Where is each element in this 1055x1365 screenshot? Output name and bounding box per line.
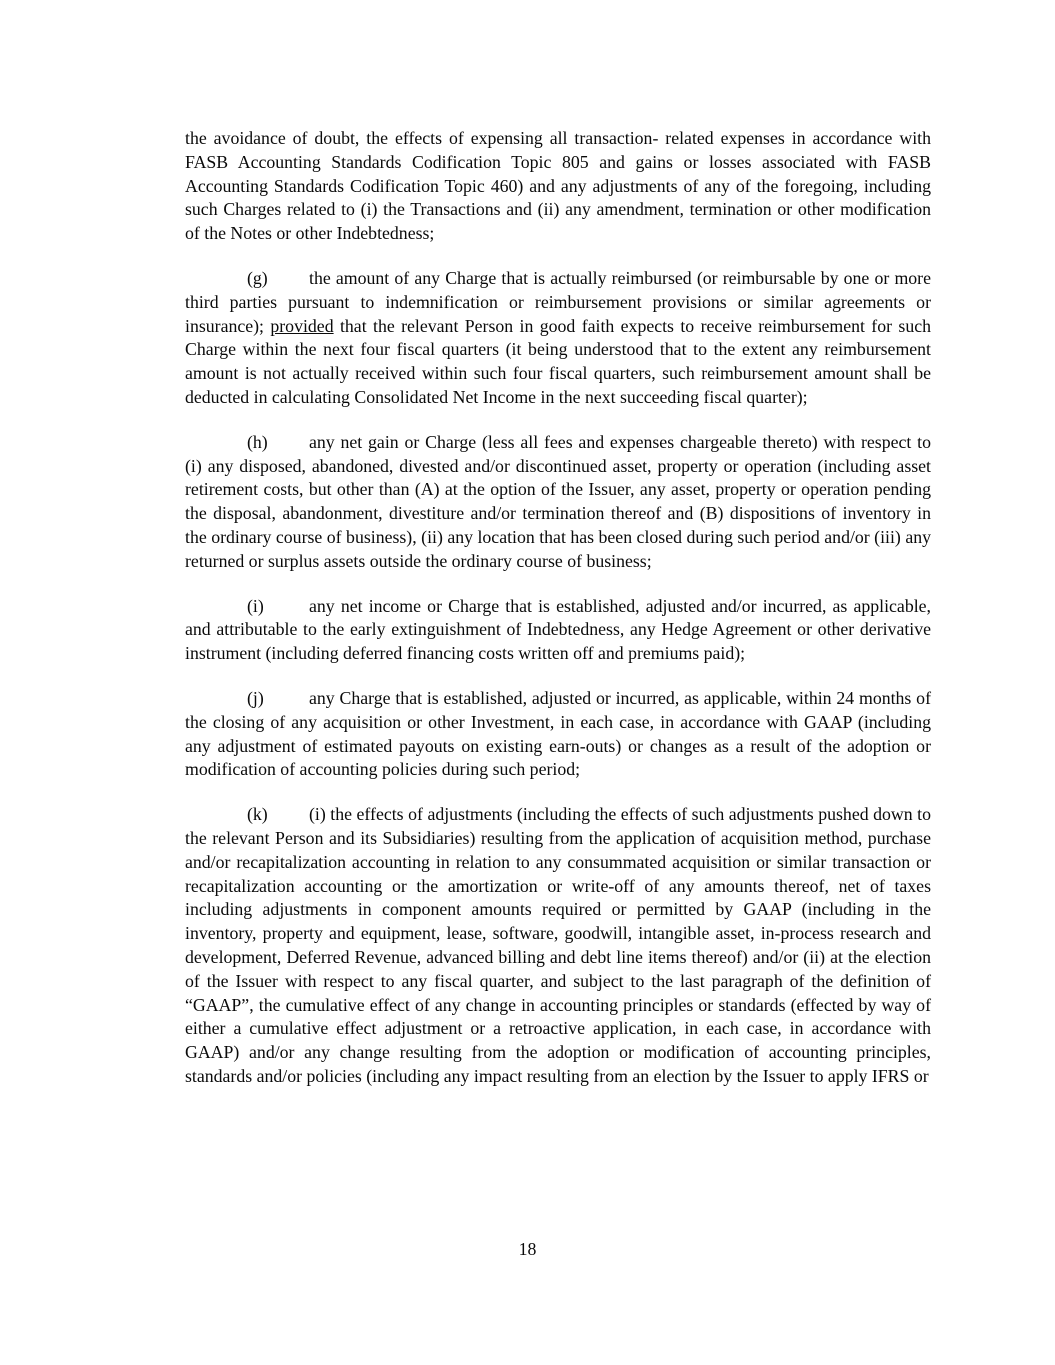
paragraph-i [185, 595, 931, 666]
paragraph-g-text-before-underline: the amount of any Charge that is actually reimbursed (or reimbursable by one or more third parties pursuant to indemnification or reimbursement provisions or similar agreements or insurance); [185, 267, 931, 336]
paragraph-continuation: the avoidance of doubt, the effects of expensing all transaction- related expenses in accordance with FASB Accounting Standards Codification Topic 805 and gains or losses associated with FASB Accounting Standards Codification Topic 460) and any adjustments of any of the foregoing, including such Charges related to (i) the Transactions and (ii) any amendment, termination or other modification of the Notes or other Indebtedness; [185, 128, 931, 244]
paragraph-j [185, 687, 931, 782]
paragraph-g [185, 267, 931, 410]
paragraph-k-text: (i) the effects of adjustments (including the effects of such adjustments pushed down to the relevant Person and its Subsidiaries) resulting from the application of acquisition method, purchase and/or recapitalization accounting in relation to any consummated acquisition or similar transaction or recapitalization accounting or the amortization or write-off of any amounts thereof, net of taxes including adjustments in component amounts required or permitted by GAAP (including in the inventory, property and equipment, lease, software, goodwill, intangible asset, in-process research and development, Deferred Revenue, advanced billing and debt line items thereof) and/or (ii) at the election of the Issuer with respect to any fiscal quarter, and subject to the last paragraph of the definition of “GAAP”, the cumulative effect of any change in accounting principles or standards (effected by way of either a cumulative effect adjustment or a retroactive application, in each case, in accordance with GAAP) and/or any change resulting from the adoption or modification of accounting principles, standards and/or policies (including any impact resulting from an election by the Issuer to apply IFRS or [185, 804, 931, 1086]
paragraph-k [185, 803, 931, 1089]
paragraph-h-label: (h) [247, 431, 268, 452]
paragraph-g-underlined-term: provided [270, 315, 334, 336]
paragraph-h [185, 431, 931, 574]
paragraph-i-label: (i) [247, 595, 264, 616]
paragraph-g-label: (g) [247, 267, 268, 288]
paragraph-k-label: (k) [247, 804, 268, 825]
paragraph-h-text: any net gain or Charge (less all fees and expenses chargeable thereto) with respect to (i) any disposed, abandoned, divested and/or discontinued asset, property or operation (including asset retirement costs, but other than (A) at the option of the Issuer, any asset, property or operation pending the disposal, abandonment, divestiture and/or termination thereof and (B) dispositions of inventory in the ordinary course of business), (ii) any location that has been closed during such period and/or (iii) any returned or surplus assets outside the ordinary course of business; [185, 431, 931, 571]
page-body-text [185, 127, 931, 1110]
paragraph-i-text: any net income or Charge that is established, adjusted and/or incurred, as applicable, and attributable to the early extinguishment of Indebtedness, any Hedge Agreement or other derivative instrument (including deferred financing costs written off and premiums paid); [185, 595, 931, 664]
paragraph-g-text-after-underline: that the relevant Person in good faith expects to receive reimbursement for such Charge within the next four fiscal quarters (it being understood that to the extent any reimbursement amount is not actually received within such four fiscal quarters, such reimbursement amount shall be deducted in calculating Consolidated Net Income in the next succeeding fiscal quarter); [185, 315, 932, 407]
paragraph-j-text: any Charge that is established, adjusted or incurred, as applicable, within 24 months of the closing of any acquisition or other Investment, in each case, in accordance with GAAP (including any adjustment of estimated payouts on existing earn-outs) or changes as a result of the adoption or modification of accounting policies during such period; [185, 687, 931, 780]
paragraph-j-label: (j) [247, 687, 264, 708]
page-number: 18 [518, 1239, 537, 1259]
